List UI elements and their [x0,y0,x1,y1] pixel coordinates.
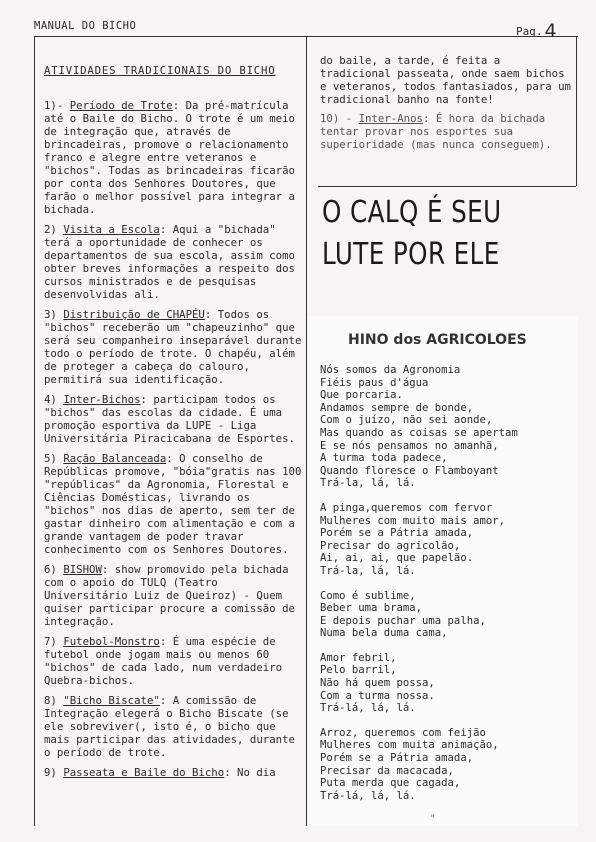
activity-list [44,99,304,779]
slogan [322,192,519,276]
column-divider [306,36,307,826]
activity-item-8 [44,694,304,759]
hino-title: HINO dos AGRICOLOES [348,332,527,348]
item-number: 7) [44,635,57,648]
hino-stanza: Arroz, queremos com feijão Mulheres com muita animação, Porém se a Pátria amada, Precisar da macacada, Puta merda que cagada, Trá-lá, lá, lá. [320,726,499,802]
item-number: 5) [44,452,57,465]
activity-item-7 [44,635,304,687]
item-text: : É uma espécie de futebol onde jogam mais ou menos 60 "bichos" de cada lado, num verdadeiro Quebra-bichos. [44,635,283,687]
item-number: 4) [44,393,57,406]
item-title: Inter-Anos [358,112,423,125]
item-number: 10) - [320,112,353,125]
item-title: Distribuição de CHAPÉU [63,308,205,321]
hino-stanza: Nós somos da Agronomia Fiéis paus d'água Que porcaria. Andamos sempre de bonde, Com o juízo, não sei aonde, Mas quando as coisas se apertam E se nós pensamos no amanhã, A turma toda padece, Quando floresce o Flamboyant Trá-la, lá, lá. [320,364,518,490]
item-text: : Aqui a "bichada" terá a oportunidade de conhecer os departamentos de sua escola, assim como obter breves informações a respeito dos cursos ministrados e de pesquisas desenvolvidas ali. [44,223,295,301]
activity-item-10 [320,112,574,151]
activity-item-3 [44,308,304,386]
item-title: Visita a Escola [63,223,160,236]
item-text: : Todos os "bichos" receberão um "chapeuzinho" que será seu companheiro inseparável durante todo o período de trote. O chapéu, além de proteger a cabeça do calouro, permitirá sua identificação. [44,308,302,386]
item-text: : É hora da bichada tentar provar nos esportes sua superioridade (mas nunca conseguem). [320,112,552,151]
header-title: MANUAL DO BICHO [34,20,137,32]
section-divider [318,186,576,187]
item-number: 9) [44,766,57,779]
activity-item-6 [44,563,304,628]
item-title: Passeata e Baile do Bicho [63,766,225,779]
hino-stanza: A pinga,queremos com fervor Mulheres com muito mais amor, Porém se a Pátria amada, Precisar do agricolão, Ai, ai, ai, que papelão. Trá-la, lá, lá. [320,501,505,577]
right-rule [576,36,577,186]
slogan-line-1: O CALQ É SEU [322,195,502,230]
section-title: ATIVIDADES TRADICIONAIS DO BICHO [44,64,276,77]
item-text: : Da pré-matrícula até o Baile do Bicho. O trote é um meio de integração que, através de brincadeiras, promove o relacionamento franco e alegre entre veteranos e "bichos". Todas as brincadeiras ficarão por conta dos Senhores Doutores, que farão o melhor possível para integrar a bichada. [44,99,295,216]
hino-stanza: Como é sublime, Beber uma brama, E depois puchar uma palha, Numa bela duma cama, [320,589,486,640]
slogan-line-2: LUTE POR ELE [322,237,500,272]
item-title: Futebol-Monstro [63,635,160,648]
hino-stanza: Amor febril, Pelo barril, Não há quem possa, Com a turma nossa. Trá-lá, lá, lá. [320,651,435,715]
item-title: Inter-Bichos [63,393,141,406]
item-number: 6) [44,563,57,576]
item-text: : participam todos os "bichos" das escolas da cidade. É uma promoção esportiva da LUPE - Liga Universitária Piracicabana de Esportes. [44,393,295,445]
right-column [320,54,574,157]
page-label: Pag. [516,25,543,38]
item-number: 2) [44,223,57,236]
item-title: "Bicho Biscate" [63,694,160,707]
activity-item-9 [44,766,304,779]
item-title: Período de Trote [69,99,173,112]
activity-item-1 [44,99,304,216]
footer-mark: " [430,814,436,824]
item-number: 8) [44,694,57,707]
activity-item-5 [44,452,304,556]
activity-item-4 [44,393,304,445]
item-text: : O conselho de Repúblicas promove, "bóia"gratis nas 100 "repúblicas" da Agronomia, Florestal e Ciências Domésticas, livrando os "bichos" nos dias de aperto, sem ter de gastar dinheiro com alimentação e com a grande vantagem de poder travar conhecimento com os Senhores Doutores. [44,452,302,556]
hino-lyrics [320,364,576,814]
item-number: 1)- [44,99,64,112]
item-text: : show promovido pela bichada com o apoio do TULQ (Teatro Universitário Luiz de Queiroz) - Quem quiser participar procure a comissão de integração. [44,563,295,628]
page-number-value: 4 [544,20,557,42]
item-title: Ração Balanceada [63,452,167,465]
continuation-text: do baile, a tarde, é feita a tradicional passeata, onde saem bichos e veteranos, todos fantasiados, para um tradicional banho na fonte! [320,54,571,106]
item-title: BISHOW [63,563,102,576]
activity-item-2 [44,223,304,301]
item-text: : No dia [224,766,276,779]
item-text: : A comissão de Integração elegerá o Bicho Biscate (se ele sobreviver(, isto é, o bicho que mais participar das atividades, durante o período de trote. [44,694,295,759]
left-column [44,64,304,786]
item-number: 3) [44,308,57,321]
left-rule [34,36,35,826]
